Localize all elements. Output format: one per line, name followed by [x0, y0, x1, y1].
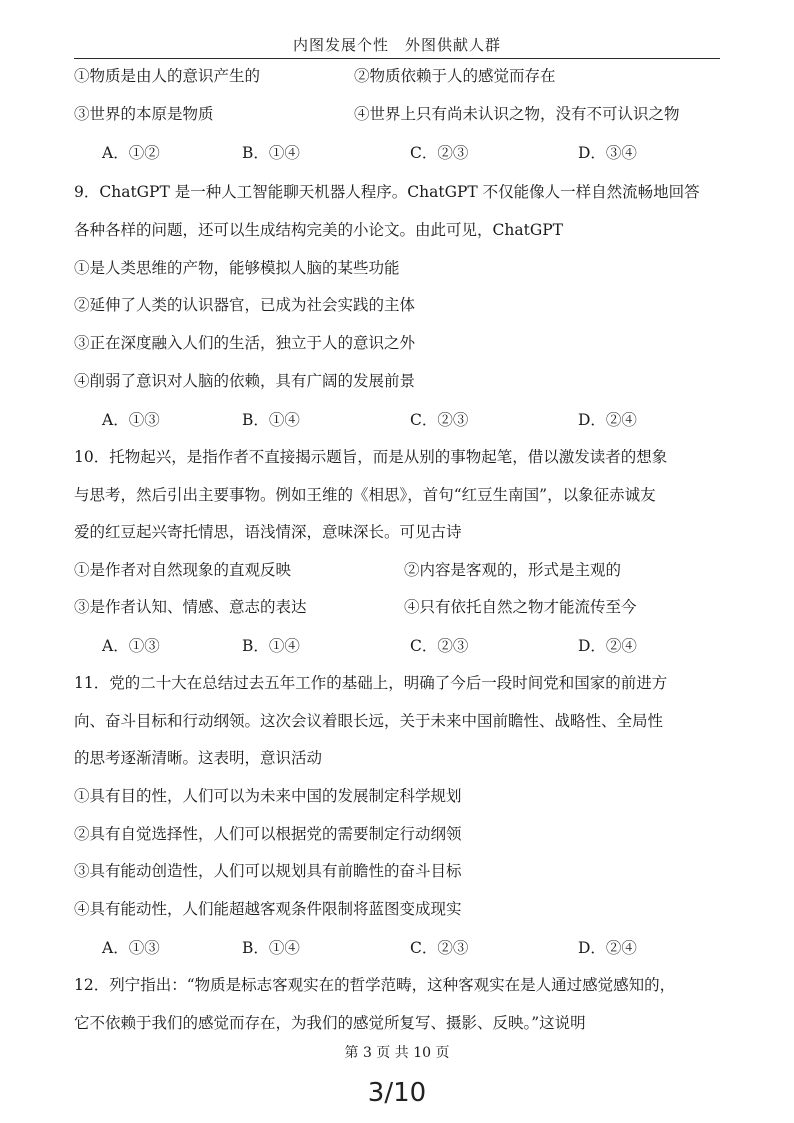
q10-statement-1: ①是作者对自然现象的直观反映	[74, 561, 292, 579]
q9-option-c: C．②③	[410, 411, 469, 429]
q8-option-d: D．③④	[578, 144, 637, 162]
q8-option-c: C．②③	[410, 144, 469, 162]
q8-option-a: A．①②	[102, 144, 160, 162]
q11-statement-4: ④具有能动性，人们能超越客观条件限制将蓝图变成现实	[74, 900, 462, 918]
q11-option-d: D．②④	[578, 939, 637, 957]
q9-options	[0, 410, 794, 430]
q8-statement-1: ①物质是由人的意识产生的	[74, 67, 261, 85]
q11-stem-line-1: 11．党的二十大在总结过去五年工作的基础上，明确了今后一段时间党和国家的前进方	[74, 674, 668, 692]
q11-options	[0, 938, 794, 958]
q12-stem-line-2: 它不依赖于我们的感觉而存在，为我们的感觉所复写、摄影、反映。”这说明	[74, 1014, 586, 1032]
q11-option-c: C．②③	[410, 939, 469, 957]
q10-option-b: B．①④	[242, 637, 300, 655]
q10-stem-line-1: 10．托物起兴，是指作者不直接揭示题旨，而是从别的事物起笔，借以激发读者的想象	[74, 448, 668, 466]
q10-options	[0, 636, 794, 656]
q12-stem-line-1: 12．列宁指出：“物质是标志客观实在的哲学范畴，这种客观实在是人通过感觉感知的，	[74, 976, 676, 994]
q10-option-d: D．②④	[578, 637, 637, 655]
page-header: 内图发展个性 外图供献人群	[292, 36, 501, 54]
q9-option-a: A．①③	[102, 411, 160, 429]
q10-statement-2: ②内容是客观的，形式是主观的	[404, 561, 622, 579]
q9-option-b: B．①④	[242, 411, 300, 429]
header-divider	[74, 58, 720, 59]
q9-option-d: D．②④	[578, 411, 637, 429]
q11-stem-line-3: 的思考逐渐清晰。这表明，意识活动	[74, 749, 323, 767]
q8-statement-3: ③世界的本原是物质	[74, 105, 214, 123]
q10-option-c: C．②③	[410, 637, 469, 655]
q8-option-b: B．①④	[242, 144, 300, 162]
q10-statement-3: ③是作者认知、情感、意志的表达	[74, 598, 307, 616]
q9-statement-4: ④削弱了意识对人脑的依赖，具有广阔的发展前景	[74, 372, 416, 390]
q11-statement-2: ②具有自觉选择性，人们可以根据党的需要制定行动纲领	[74, 825, 462, 843]
q11-option-a: A．①③	[102, 939, 160, 957]
q9-stem-line-2: 各种各样的问题，还可以生成结构完美的小论文。由此可见，ChatGPT	[74, 221, 563, 239]
q9-statement-3: ③正在深度融入人们的生活，独立于人的意识之外	[74, 334, 416, 352]
page-footer: 第 3 页 共 10 页	[344, 1045, 450, 1061]
q10-option-a: A．①③	[102, 637, 160, 655]
q11-option-b: B．①④	[242, 939, 300, 957]
q10-stem-line-3: 爱的红豆起兴寄托情思，语浅情深，意味深长。可见古诗	[74, 523, 462, 541]
q11-statement-3: ③具有能动创造性，人们可以规划具有前瞻性的奋斗目标	[74, 862, 462, 880]
q8-options	[0, 143, 794, 163]
q8-statement-2: ②物质依赖于人的感觉而存在	[354, 67, 556, 85]
q10-stem-line-2: 与思考，然后引出主要事物。例如王维的《相思》，首句“红豆生南国”，以象征赤诚友	[74, 486, 656, 504]
q9-stem-line-1: 9．ChatGPT 是一种人工智能聊天机器人程序。ChatGPT 不仅能像人一样自然流畅地回答	[74, 183, 700, 201]
page-indicator: 3/10	[367, 1078, 427, 1108]
q8-statement-4: ④世界上只有尚未认识之物，没有不可认识之物	[354, 105, 680, 123]
q10-statement-4: ④只有依托自然之物才能流传至今	[404, 598, 637, 616]
q9-statement-1: ①是人类思维的产物，能够模拟人脑的某些功能	[74, 259, 400, 277]
q9-statement-2: ②延伸了人类的认识器官，已成为社会实践的主体	[74, 296, 416, 314]
q11-statement-1: ①具有目的性，人们可以为未来中国的发展制定科学规划	[74, 787, 462, 805]
q11-stem-line-2: 向、奋斗目标和行动纲领。这次会议着眼长远，关于未来中国前瞻性、战略性、全局性	[74, 712, 664, 730]
